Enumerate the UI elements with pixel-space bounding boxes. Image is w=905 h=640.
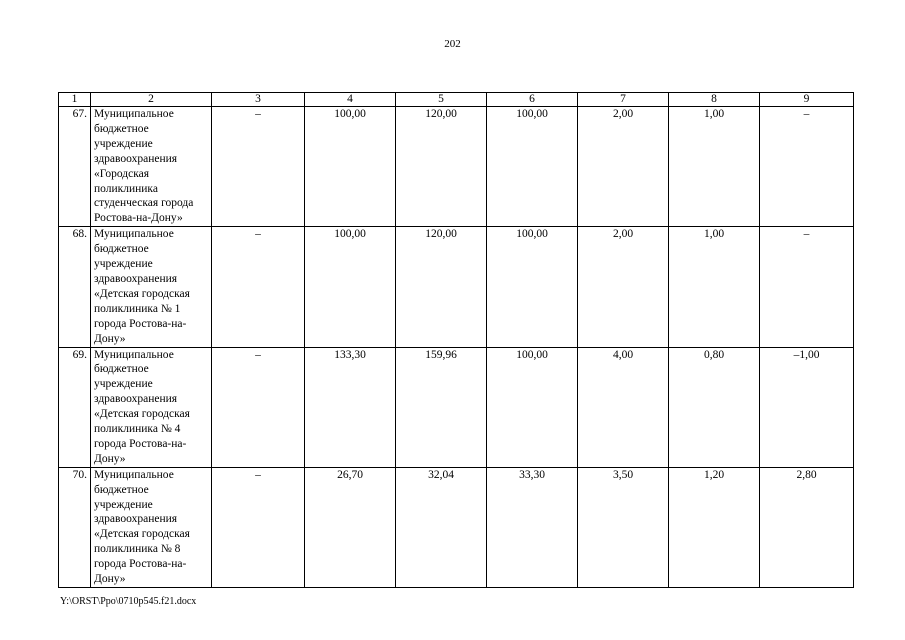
cell-col6: 33,30 [487, 467, 578, 587]
cell-col5: 32,04 [396, 467, 487, 587]
cell-col3: – [212, 227, 305, 347]
cell-col3: – [212, 107, 305, 227]
row-number: 70. [59, 467, 91, 587]
cell-col7: 4,00 [578, 347, 669, 467]
footer-file-path: Y:\ORST\Ppo\0710p545.f21.docx [60, 596, 197, 607]
institution-name: Муниципальное бюджетное учреждение здравоохранения «Детская городская поликлиника № 1 города Ростова-на-Дону» [91, 227, 212, 347]
column-header: 7 [578, 93, 669, 107]
cell-col5: 120,00 [396, 227, 487, 347]
cell-col6: 100,00 [487, 347, 578, 467]
table-row [59, 467, 854, 587]
cell-col8: 1,00 [669, 227, 760, 347]
column-header: 8 [669, 93, 760, 107]
cell-col9: – [760, 107, 854, 227]
data-table [58, 92, 854, 588]
cell-col4: 100,00 [305, 227, 396, 347]
cell-col6: 100,00 [487, 227, 578, 347]
page-number: 202 [444, 38, 461, 50]
cell-col5: 159,96 [396, 347, 487, 467]
row-number: 68. [59, 227, 91, 347]
institution-name: Муниципальное бюджетное учреждение здравоохранения «Детская городская поликлиника № 4 города Ростова-на-Дону» [91, 347, 212, 467]
cell-col4: 100,00 [305, 107, 396, 227]
table-row [59, 107, 854, 227]
column-header: 1 [59, 93, 91, 107]
cell-col5: 120,00 [396, 107, 487, 227]
cell-col9: – [760, 227, 854, 347]
cell-col7: 3,50 [578, 467, 669, 587]
table-row [59, 227, 854, 347]
column-header: 2 [91, 93, 212, 107]
column-header: 6 [487, 93, 578, 107]
column-header: 9 [760, 93, 854, 107]
institution-name: Муниципальное бюджетное учреждение здравоохранения «Городская поликлиника студенческая города Ростова-на-Дону» [91, 107, 212, 227]
cell-col8: 1,20 [669, 467, 760, 587]
table-header-row [59, 93, 854, 107]
column-header: 5 [396, 93, 487, 107]
row-number: 69. [59, 347, 91, 467]
column-header: 3 [212, 93, 305, 107]
cell-col4: 133,30 [305, 347, 396, 467]
cell-col3: – [212, 467, 305, 587]
cell-col6: 100,00 [487, 107, 578, 227]
cell-col7: 2,00 [578, 227, 669, 347]
cell-col3: – [212, 347, 305, 467]
row-number: 67. [59, 107, 91, 227]
cell-col7: 2,00 [578, 107, 669, 227]
institution-name: Муниципальное бюджетное учреждение здравоохранения «Детская городская поликлиника № 8 города Ростова-на-Дону» [91, 467, 212, 587]
cell-col4: 26,70 [305, 467, 396, 587]
cell-col8: 0,80 [669, 347, 760, 467]
table-row [59, 347, 854, 467]
column-header: 4 [305, 93, 396, 107]
cell-col8: 1,00 [669, 107, 760, 227]
cell-col9: 2,80 [760, 467, 854, 587]
cell-col9: –1,00 [760, 347, 854, 467]
